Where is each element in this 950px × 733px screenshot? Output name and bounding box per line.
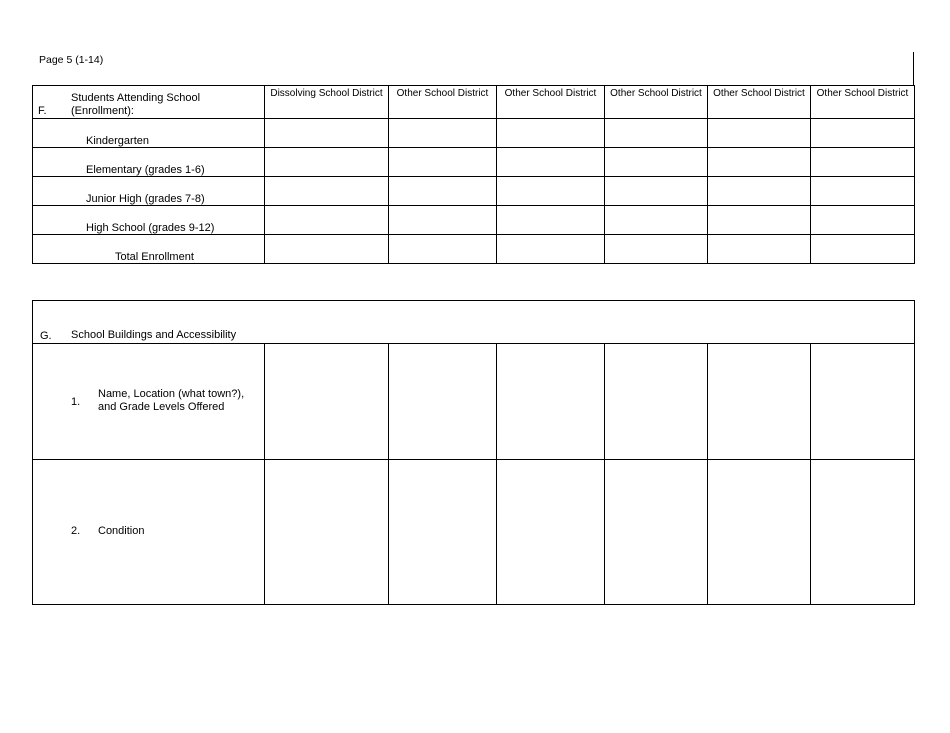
- entry-cell[interactable]: [265, 344, 389, 460]
- entry-cell[interactable]: [811, 206, 915, 235]
- entry-cell[interactable]: [389, 177, 497, 206]
- item-label: Name, Location (what town?), and Grade Levels Offered: [98, 388, 245, 413]
- entry-cell[interactable]: [389, 460, 497, 605]
- enrollment-header-row: [33, 86, 915, 119]
- entry-cell[interactable]: [605, 206, 708, 235]
- section-g-letter: G.: [40, 330, 52, 342]
- row-label-high-school: High School (grades 9-12): [86, 222, 215, 234]
- entry-cell[interactable]: [605, 177, 708, 206]
- entry-cell[interactable]: [389, 344, 497, 460]
- row-label-junior-high: Junior High (grades 7-8): [86, 193, 205, 205]
- entry-cell[interactable]: [708, 148, 811, 177]
- entry-cell[interactable]: [605, 344, 708, 460]
- entry-cell[interactable]: [265, 206, 389, 235]
- page-number: Page 5 (1-14): [39, 54, 104, 66]
- item-label-cell: [33, 344, 265, 460]
- table-row: [33, 119, 915, 148]
- entry-cell[interactable]: [265, 119, 389, 148]
- column-header: Dissolving School District: [265, 86, 389, 119]
- entry-cell[interactable]: [708, 344, 811, 460]
- column-header: Other School District: [605, 86, 708, 119]
- entry-cell[interactable]: [708, 177, 811, 206]
- entry-cell[interactable]: [605, 460, 708, 605]
- section-g-title-cell: [33, 301, 915, 344]
- table-row: [33, 177, 915, 206]
- column-header: Other School District: [497, 86, 605, 119]
- table-row: [33, 235, 915, 264]
- item-label-cell: [33, 460, 265, 605]
- row-label-total-enrollment: Total Enrollment: [115, 251, 194, 263]
- entry-cell[interactable]: [265, 235, 389, 264]
- section-f-title-cell: [33, 86, 265, 119]
- entry-cell[interactable]: [497, 119, 605, 148]
- column-header: Other School District: [811, 86, 915, 119]
- table-row: [33, 460, 915, 605]
- entry-cell[interactable]: [497, 148, 605, 177]
- entry-cell[interactable]: [389, 119, 497, 148]
- item-label: Condition: [98, 525, 145, 537]
- entry-cell[interactable]: [811, 460, 915, 605]
- entry-cell[interactable]: [265, 177, 389, 206]
- entry-cell[interactable]: [497, 344, 605, 460]
- entry-cell[interactable]: [265, 148, 389, 177]
- entry-cell[interactable]: [497, 235, 605, 264]
- table-row: [33, 344, 915, 460]
- entry-cell[interactable]: [811, 119, 915, 148]
- column-header: Other School District: [389, 86, 497, 119]
- row-label-kindergarten: Kindergarten: [86, 135, 149, 147]
- entry-cell[interactable]: [605, 119, 708, 148]
- column-header: Other School District: [708, 86, 811, 119]
- section-g-title-row: [33, 301, 915, 344]
- entry-cell[interactable]: [708, 119, 811, 148]
- entry-cell[interactable]: [708, 206, 811, 235]
- entry-cell[interactable]: [811, 344, 915, 460]
- entry-cell[interactable]: [708, 235, 811, 264]
- entry-cell[interactable]: [389, 235, 497, 264]
- entry-cell[interactable]: [811, 177, 915, 206]
- buildings-table: [32, 300, 915, 605]
- entry-cell[interactable]: [497, 206, 605, 235]
- row-label-elementary: Elementary (grades 1-6): [86, 164, 205, 176]
- table-row: [33, 206, 915, 235]
- entry-cell[interactable]: [389, 148, 497, 177]
- entry-cell[interactable]: [389, 206, 497, 235]
- enrollment-table: [32, 85, 915, 264]
- entry-cell[interactable]: [605, 148, 708, 177]
- table-row: [33, 148, 915, 177]
- item-number: 1.: [71, 396, 81, 408]
- entry-cell[interactable]: [265, 460, 389, 605]
- section-f-letter: F.: [38, 105, 47, 117]
- entry-cell[interactable]: [605, 235, 708, 264]
- entry-cell[interactable]: [497, 460, 605, 605]
- item-number: 2.: [71, 525, 81, 537]
- entry-cell[interactable]: [811, 235, 915, 264]
- entry-cell[interactable]: [811, 148, 915, 177]
- section-f-title: Students Attending School (Enrollment):: [71, 92, 201, 117]
- entry-cell[interactable]: [708, 460, 811, 605]
- section-g-title: School Buildings and Accessibility: [71, 329, 237, 341]
- margin-rule: [913, 52, 914, 85]
- entry-cell[interactable]: [497, 177, 605, 206]
